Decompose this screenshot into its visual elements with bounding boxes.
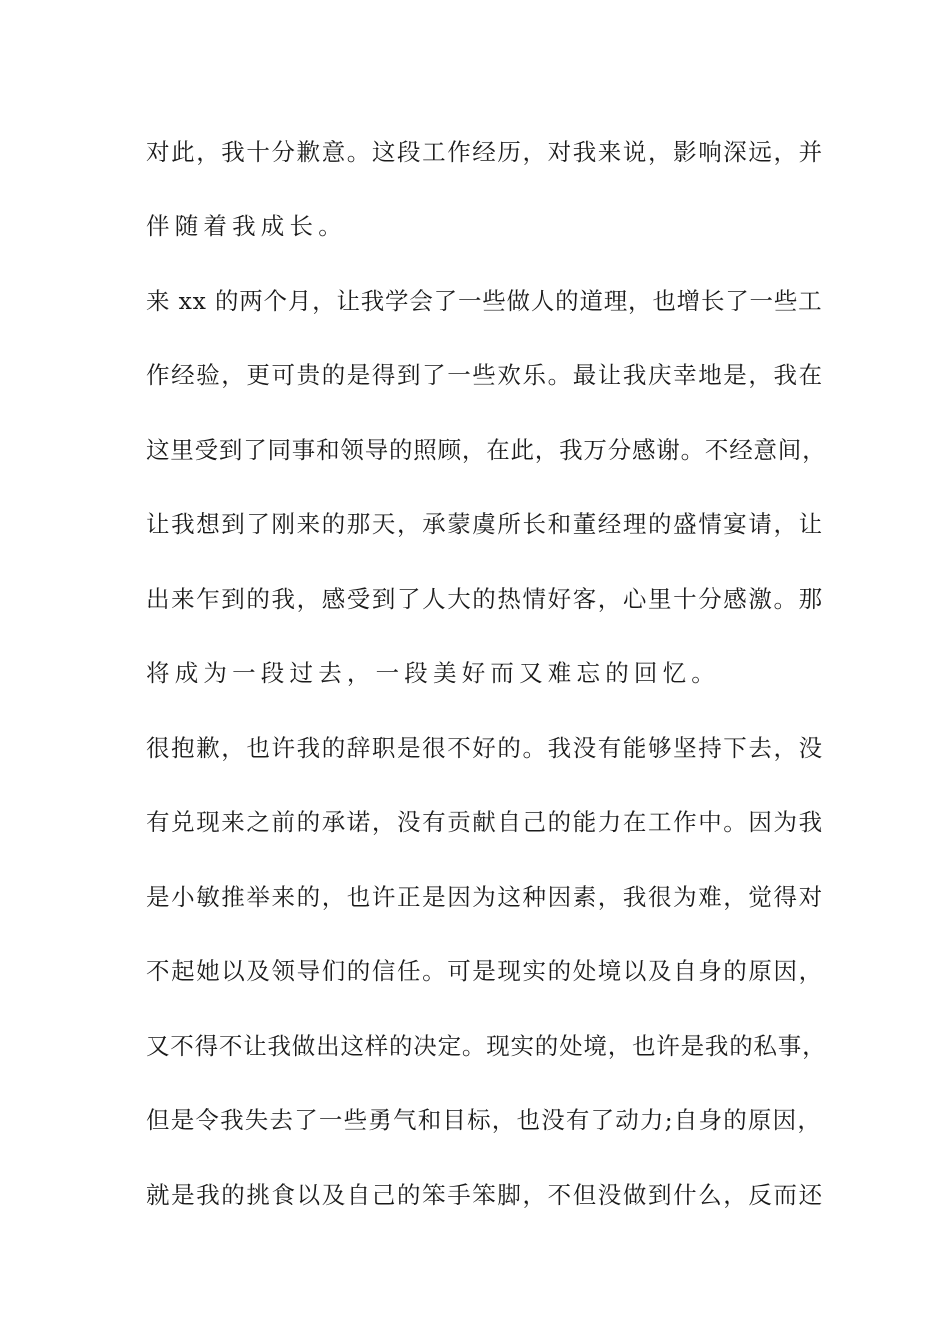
text-line-3: 来 xx 的两个月，让我学会了一些做人的道理，也增长了一些工 [146, 287, 823, 315]
text-line-2: 伴随着我成长。 [146, 212, 347, 240]
text-line-12: 不起她以及领导们的信任。可是现实的处境以及自身的原因， [146, 957, 824, 985]
text-line-11: 是小敏推举来的，也许正是因为这种因素，我很为难，觉得对 [146, 883, 824, 911]
text-line-1: 对此，我十分歉意。这段工作经历，对我来说，影响深远，并 [146, 138, 824, 166]
text-line-14: 但是令我失去了一些勇气和目标，也没有了动力;自身的原因， [146, 1106, 823, 1134]
text-line-5: 这里受到了同事和领导的照顾，在此，我万分感谢。不经意间， [146, 436, 827, 464]
text-line-13: 又不得不让我做出这样的决定。现实的处境，也许是我的私事， [146, 1032, 827, 1060]
text-line-8: 将成为一段过去，一段美好而又难忘的回忆。 [146, 659, 720, 687]
text-line-4: 作经验，更可贵的是得到了一些欢乐。最让我庆幸地是，我在 [146, 361, 824, 389]
text-line-6: 让我想到了刚来的那天，承蒙虞所长和董经理的盛情宴请，让 [146, 510, 824, 538]
text-line-7: 出来乍到的我，感受到了人大的热情好客，心里十分感激。那 [146, 585, 824, 613]
text-line-10: 有兑现来之前的承诺，没有贡献自己的能力在工作中。因为我 [146, 808, 824, 836]
text-line-15: 就是我的挑食以及自己的笨手笨脚，不但没做到什么，反而还 [146, 1181, 824, 1209]
text-line-9: 很抱歉，也许我的辞职是很不好的。我没有能够坚持下去，没 [146, 734, 824, 762]
